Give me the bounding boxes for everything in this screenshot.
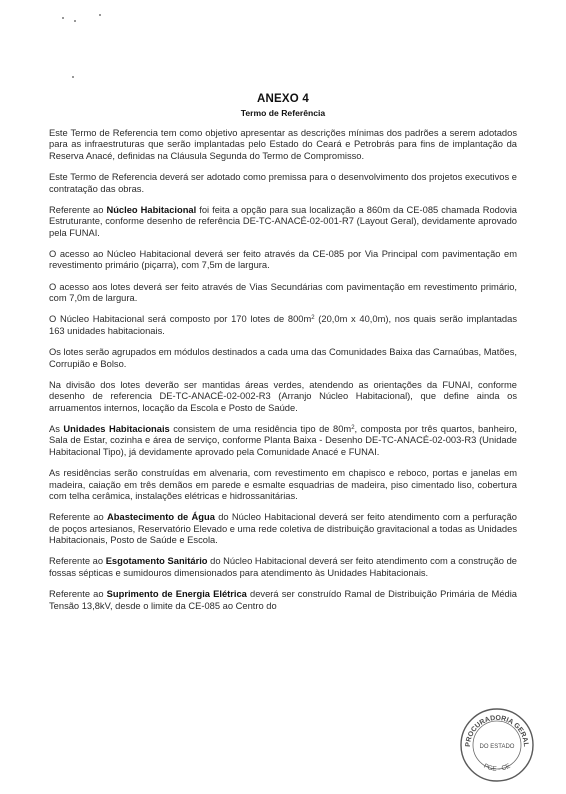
text-run: O acesso aos lotes deverá ser feito através de Vias Secundárias com pavimentação em revestimento primário, com 7,0m de largura. bbox=[49, 281, 517, 304]
text-run: (20,0m x 40,0m), nos quais serão implantadas 163 unidades habitacionais. bbox=[49, 314, 517, 336]
text-run: , composta por três quartos, banheiro, Sala de Estar, cozinha e área de serviço, conforme Planta Baixa - Desenho DE-TC-ANACÉ-02-003-R3 (Unidade Habitacional Tipo), já devidamente aprovado pela Comunidade Anacé e FUNAI. bbox=[49, 423, 517, 457]
seal-top-text: PROCURADORIA GERAL bbox=[464, 714, 530, 748]
scan-speck bbox=[99, 14, 101, 16]
text-run: Referente ao bbox=[49, 556, 106, 567]
paragraph bbox=[49, 205, 517, 239]
paragraph bbox=[49, 347, 517, 370]
text-run: Referente ao bbox=[49, 589, 107, 600]
paragraph bbox=[49, 424, 517, 458]
scan-speck bbox=[74, 20, 76, 22]
scan-speck bbox=[72, 76, 74, 78]
paragraph bbox=[49, 128, 517, 162]
paragraph bbox=[49, 172, 517, 195]
paragraph bbox=[49, 468, 517, 502]
bold-term: Núcleo Habitacional bbox=[106, 204, 197, 215]
paragraph bbox=[49, 512, 517, 546]
text-run: O Núcleo Habitacional será composto por 170 lotes de 800m bbox=[49, 314, 312, 325]
text-run: O acesso ao Núcleo Habitacional deverá ser feito através da CE-085 por Via Principal com pavimentação em revestimento primário (piçarra), com 7,5m de largura. bbox=[49, 249, 517, 271]
text-run: Este Termo de Referencia tem como objetivo apresentar as descrições mínimas dos padrões a serem adotados para as infraestruturas que serão implantadas pelo Estado do Ceará e Petrobrás para fins de implantação da Reserva Anacé, definidas na Cláusula Segunda do Termo de Compromisso. bbox=[49, 128, 517, 161]
text-run: Referente ao bbox=[49, 204, 107, 215]
paragraph bbox=[49, 282, 517, 305]
text-run: do Núcleo Habitacional deverá ser feito atendimento com a construção de fossas sépticas e sumidouros dimensionados para atendimento às Unidades Habitacionais. bbox=[49, 556, 517, 578]
text-run: Na divisão dos lotes deverão ser mantidas áreas verdes, atendendo as orientações da FUNAI, conforme desenho de referencia DE-TC-ANACÉ-02-002-R3 (Arranjo Núcleo Habitacional), que define ainda os arruamentos internos, locação da Escola e Posto de Saúde. bbox=[49, 379, 517, 413]
text-run: Referente ao bbox=[49, 512, 108, 523]
document-title: ANEXO 4 bbox=[257, 93, 309, 105]
bold-term: Suprimento de Energia Elétrica bbox=[106, 589, 247, 600]
superscript: 2 bbox=[311, 315, 315, 322]
document-subtitle: Termo de Referência bbox=[240, 108, 326, 118]
procuradoria-seal bbox=[458, 706, 536, 784]
text-run: consistem de uma residência tipo de 80m bbox=[169, 423, 352, 434]
paragraph bbox=[49, 589, 517, 612]
text-run: deverá ser construído Ramal de Distribuição Primária de Média Tensão 13,8kV, desde o limite da CE-085 ao Centro do bbox=[49, 589, 517, 611]
text-run: do Núcleo Habitacional deverá ser feito atendimento com a perfuração de poços artesianos, Reservatório Elevado e uma rede coletiva de distribuição gravitacional a todas as Unidades Habitacionais, Posto de Saúde e Escola. bbox=[49, 512, 517, 546]
text-run: Os lotes serão agrupados em módulos destinados a cada uma das Comunidades Baixa das Carnaúbas, Matões, Corrupião e Bolso. bbox=[49, 347, 517, 369]
seal-center-text: DO ESTADO bbox=[479, 744, 515, 750]
text-run: foi feita a opção para sua localização a 860m da CE-085 chamada Rodovia Estruturante, conforme desenho de referência DE-TC-ANACÉ-02-001-R7 (Layout Geral), devidamente aprovado pela FUNAI. bbox=[49, 204, 517, 238]
paragraph bbox=[49, 556, 517, 579]
seal-bottom-text: PGE - CE bbox=[482, 762, 512, 773]
bold-term: Unidades Habitacionais bbox=[63, 423, 170, 434]
bold-term: Esgotamento Sanitário bbox=[105, 556, 208, 567]
paragraph bbox=[49, 380, 517, 414]
paragraph bbox=[49, 314, 517, 337]
scan-speck bbox=[62, 17, 64, 19]
bold-term: Abastecimento de Água bbox=[107, 512, 215, 523]
text-run: As bbox=[49, 423, 64, 434]
paragraph bbox=[49, 249, 517, 272]
text-run: As residências serão construídas em alvenaria, com revestimento em chapisco e reboco, portas e janelas em madeira, caiação em três demãos em parede e esmalte esquadrias de madeira, piso cimentado liso, cobertura com telha cerâmica, instalações elétricas e hidrossanitárias. bbox=[49, 468, 517, 502]
document-body bbox=[49, 128, 517, 622]
text-run: Este Termo de Referencia deverá ser adotado como premissa para o desenvolvimento dos projetos executivos e contratação das obras. bbox=[49, 172, 517, 194]
superscript: 2 bbox=[351, 424, 355, 431]
